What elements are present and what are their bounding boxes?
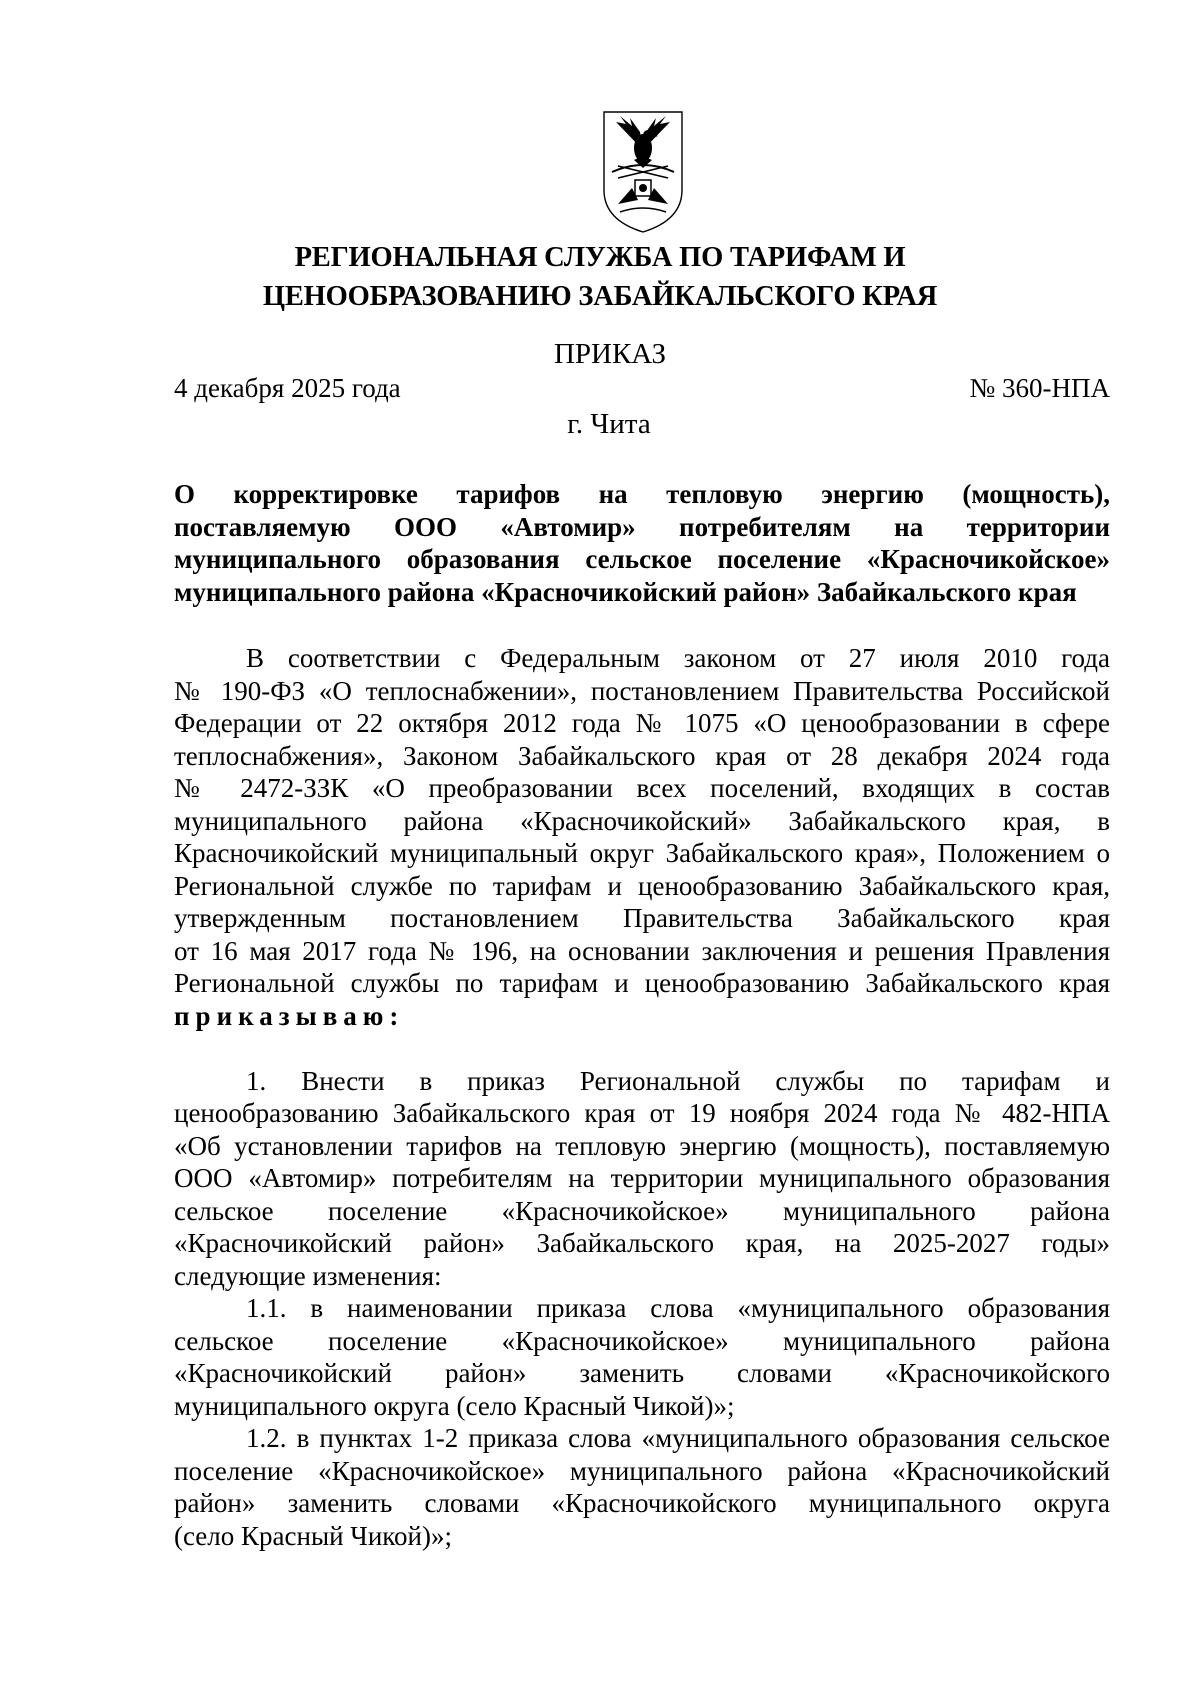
text-line: 1. Внести в приказ Региональной службы по тарифам и: [246, 1065, 1110, 1096]
document-subject: [174, 478, 1110, 608]
subject-line: муниципального района «Красночикойский район» Забайкальского края: [174, 576, 1077, 607]
preamble-paragraph: [174, 642, 1110, 1032]
document-city: г. Чита: [567, 408, 651, 440]
text-line: поселение «Красночикойское» муниципального района «Красночикойский: [174, 1455, 1110, 1486]
text-line: ценообразованию Забайкальского края от 19 ноября 2024 года № 482-НПА: [174, 1098, 1110, 1128]
text-line: ООО «Автомир» потребителям на территории муниципального образования: [174, 1163, 1110, 1193]
text-line: № 190-ФЗ «О теплоснабжении», постановлением Правительства Российской: [174, 675, 1110, 706]
text-line: Красночикойский муниципальный округ Забайкальского края», Положением о: [174, 838, 1110, 868]
text-line: В соответствии с Федеральным законом от 27 июля 2010 года: [246, 643, 1110, 673]
text-line: «Красночикойский район» Забайкальского края, на 2025-2027 годы»: [174, 1228, 1110, 1258]
text-line: муниципального района «Красночикойский» Забайкальского края, в: [174, 805, 1110, 836]
organization-title-line: ЦЕНООБРАЗОВАНИЮ ЗАБАЙКАЛЬСКОГО КРАЯ: [262, 281, 938, 312]
text-line: № 2472-ЗЗК «О преобразовании всех поселений, входящих в состав: [174, 773, 1110, 803]
document-type: ПРИКАЗ: [553, 338, 667, 370]
text-line: «Об установлении тарифов на тепловую энергию (мощность), поставляемую: [174, 1130, 1110, 1161]
document-body: [174, 642, 1110, 1552]
text-line: теплоснабжения», Законом Забайкальского края от 28 декабря 2024 года: [174, 740, 1110, 771]
item-1-1-paragraph: [174, 1292, 1110, 1422]
text-line: Региональной службе по тарифам и ценообразованию Забайкальского края,: [174, 870, 1110, 901]
text-line: сельское поселение «Красночикойское» муниципального района: [174, 1325, 1110, 1356]
text-line: от 16 мая 2017 года № 196, на основании заключения и решения Правления: [174, 935, 1110, 966]
text-line: 1.2. в пунктах 1-2 приказа слова «муниципального образования сельское: [246, 1423, 1110, 1453]
text-line: утвержденным постановлением Правительства Забайкальского края: [174, 903, 1110, 933]
text-line: 1.1. в наименовании приказа слова «муниципального образования: [246, 1293, 1110, 1323]
text-line: следующие изменения:: [174, 1260, 442, 1291]
item-1-2-paragraph: [174, 1422, 1110, 1552]
text-line: район» заменить словами «Красночикойского муниципального округа: [174, 1488, 1110, 1518]
text-line: Региональной службы по тарифам и ценообразованию Забайкальского края: [174, 968, 1110, 998]
organization-title: [140, 238, 1060, 316]
subject-line: поставляемую ООО «Автомир» потребителям на территории: [174, 511, 1110, 542]
item-1-paragraph: [174, 1065, 1110, 1293]
order-word: приказываю:: [174, 1000, 405, 1031]
text-line: сельское поселение «Красночикойское» муниципального района: [174, 1195, 1110, 1226]
document-number: № 360-НПА: [969, 373, 1110, 403]
coat-of-arms-emblem: [598, 108, 688, 236]
text-line: муниципального округа (село Красный Чикой)»;: [174, 1390, 735, 1421]
paragraph-gap: [174, 1032, 1110, 1065]
organization-title-line: РЕГИОНАЛЬНАЯ СЛУЖБА ПО ТАРИФАМ И: [294, 242, 906, 273]
document-date: 4 декабря 2025 года: [174, 373, 401, 403]
subject-line: муниципального образования сельское поселение «Красночикойское»: [174, 544, 1110, 574]
text-line: (село Красный Чикой)»;: [174, 1520, 452, 1551]
subject-line: О корректировке тарифов на тепловую энергию (мощность),: [174, 479, 1110, 509]
text-line: Федерации от 22 октября 2012 года № 1075 «О ценообразовании в сфере: [174, 708, 1110, 738]
text-line: «Красночикойский район» заменить словами «Красночикойского: [174, 1358, 1110, 1388]
